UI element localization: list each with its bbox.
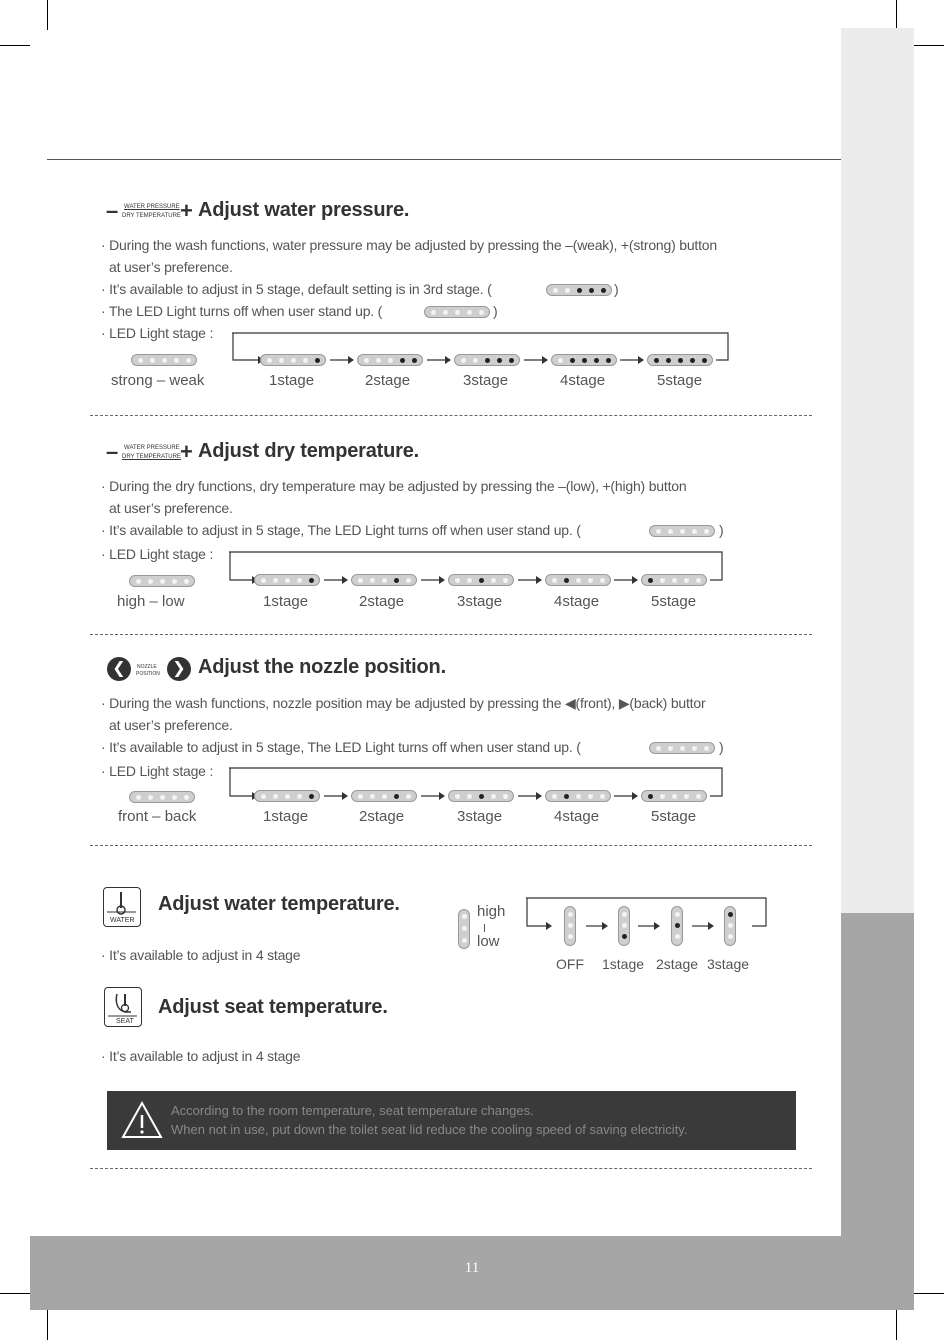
section-title: Adjust seat temperature. <box>158 996 388 1018</box>
pressure-label-top: WATER PRESSURE <box>124 204 180 210</box>
side-tab-light <box>841 28 914 913</box>
pressure-label-bottom: DRY TEMPERATURE <box>122 213 181 219</box>
led-indicator <box>649 742 715 754</box>
legend-low: low <box>477 933 500 950</box>
led-stage-3 <box>454 354 520 366</box>
section-divider <box>90 415 812 416</box>
body-text: at user’s preference. <box>109 717 233 733</box>
crop-mark <box>914 45 944 46</box>
stage-label: 5stage <box>651 808 697 825</box>
led-stage-3 <box>448 574 514 586</box>
stage-label: 5stage <box>657 372 703 389</box>
close-paren: ) <box>719 739 724 755</box>
close-paren: ) <box>614 281 619 297</box>
stage-label: 4stage <box>554 593 600 610</box>
water-thermometer-icon <box>103 887 141 927</box>
section-title: Adjust the nozzle position. <box>198 656 446 678</box>
header-rule <box>47 159 841 160</box>
close-paren: ) <box>493 303 498 319</box>
stage-label: 4stage <box>560 372 606 389</box>
legend-divider <box>484 924 485 932</box>
led-stage-5 <box>641 574 707 586</box>
led-stage-3 <box>724 906 736 946</box>
led-stage-2 <box>351 790 417 802</box>
stage-label: 5stage <box>651 593 697 610</box>
minus-icon: – <box>106 198 119 223</box>
led-stage-4 <box>545 790 611 802</box>
body-text: · LED Light stage : <box>101 763 214 779</box>
body-text: · It’s available to adjust in 4 stage <box>101 947 301 963</box>
body-text: · The LED Light turns off when user stand up. ( <box>101 303 383 319</box>
body-text: at user’s preference. <box>109 259 233 275</box>
body-text: · LED Light stage : <box>101 546 214 562</box>
stage-label: 3stage <box>463 372 509 389</box>
pressure-label-top: WATER PRESSURE <box>124 445 180 451</box>
stage-label: 4stage <box>554 808 600 825</box>
page-number: 11 <box>464 1260 480 1276</box>
legend-label: high – low <box>117 593 185 610</box>
led-indicator <box>424 306 490 318</box>
crop-mark <box>896 0 897 30</box>
stage-label: OFF <box>556 956 584 972</box>
section-title: Adjust water temperature. <box>158 893 400 915</box>
stage-label: 1stage <box>602 956 645 972</box>
seat-thermometer-icon <box>104 987 142 1027</box>
led-stage-1 <box>254 574 320 586</box>
body-text: · It’s available to adjust in 5 stage, The LED Light turns off when user stand up. ( <box>101 522 581 538</box>
body-text: · It’s available to adjust in 5 stage, The LED Light turns off when user stand up. ( <box>101 739 581 755</box>
led-stage-4 <box>551 354 617 366</box>
body-text: · During the wash functions, water pressure may be adjusted by pressing the –(weak), +(strong) button <box>101 237 717 253</box>
crop-mark <box>47 0 48 30</box>
warning-line-2: When not in use, put down the toilet seat lid reduce the cooling speed of saving electricity. <box>171 1122 688 1137</box>
stage-label: 3stage <box>707 956 750 972</box>
body-text: · During the dry functions, dry temperature may be adjusted by pressing the –(low), +(high) button <box>101 478 687 494</box>
pressure-label-bottom: DRY TEMPERATURE <box>122 454 181 460</box>
stage-label: 1stage <box>263 808 309 825</box>
footer-bar <box>30 1236 914 1310</box>
warning-line-1: According to the room temperature, seat temperature changes. <box>171 1103 534 1118</box>
stage-label: 2stage <box>359 808 405 825</box>
led-stage-5 <box>647 354 713 366</box>
led-stage-2 <box>671 906 683 946</box>
stage-label: 1stage <box>263 593 309 610</box>
crop-mark <box>0 1293 30 1294</box>
led-stage-5 <box>641 790 707 802</box>
legend-high: high <box>477 903 506 920</box>
crop-mark <box>47 1310 48 1340</box>
stage-label: 2stage <box>656 956 699 972</box>
led-indicator <box>649 525 715 537</box>
led-indicator <box>546 284 612 296</box>
led-stage-3 <box>448 790 514 802</box>
led-indicator <box>129 791 195 803</box>
led-off <box>564 906 576 946</box>
plus-icon: + <box>180 439 193 464</box>
crop-mark <box>896 1310 897 1340</box>
back-arrow-icon: ❯ <box>167 657 191 681</box>
body-text: · It’s available to adjust in 5 stage, default setting is in 3rd stage. ( <box>101 281 492 297</box>
led-indicator-vertical <box>458 909 470 949</box>
legend-label: strong – weak <box>111 372 205 389</box>
body-text: · LED Light stage : <box>101 325 214 341</box>
nozzle-label-bottom: POSITION <box>136 671 160 677</box>
led-stage-1 <box>254 790 320 802</box>
section-title: Adjust water pressure. <box>198 199 410 221</box>
crop-mark <box>0 45 30 46</box>
water-icon-label: WATER <box>110 917 135 924</box>
section-divider <box>90 845 812 846</box>
section-divider <box>90 634 812 635</box>
minus-icon: – <box>106 439 119 464</box>
led-stage-1 <box>618 906 630 946</box>
crop-mark <box>914 1293 944 1294</box>
close-paren: ) <box>719 522 724 538</box>
stage-label: 3stage <box>457 808 503 825</box>
section-title: Adjust dry temperature. <box>198 440 420 462</box>
stage-label: 2stage <box>365 372 411 389</box>
led-stage-1 <box>260 354 326 366</box>
stage-label: 2stage <box>359 593 405 610</box>
led-stage-2 <box>351 574 417 586</box>
stage-label: 1stage <box>269 372 315 389</box>
nozzle-label-top: NOZZLE <box>137 664 157 670</box>
front-arrow-icon: ❮ <box>107 657 131 681</box>
led-stage-4 <box>545 574 611 586</box>
stage-label: 3stage <box>457 593 503 610</box>
warning-triangle-icon <box>120 1100 164 1140</box>
plus-icon: + <box>180 198 193 223</box>
led-stage-2 <box>357 354 423 366</box>
body-text: · It’s available to adjust in 4 stage <box>101 1048 301 1064</box>
legend-label: front – back <box>118 808 197 825</box>
section-divider <box>90 1168 812 1169</box>
body-text: at user’s preference. <box>109 500 233 516</box>
led-indicator <box>131 354 197 366</box>
body-text: · During the wash functions, nozzle position may be adjusted by pressing the ◀(front), ▶(back) buttor <box>101 695 706 711</box>
warning-box <box>107 1091 796 1150</box>
seat-icon-label: SEAT <box>116 1018 134 1025</box>
led-indicator <box>129 575 195 587</box>
